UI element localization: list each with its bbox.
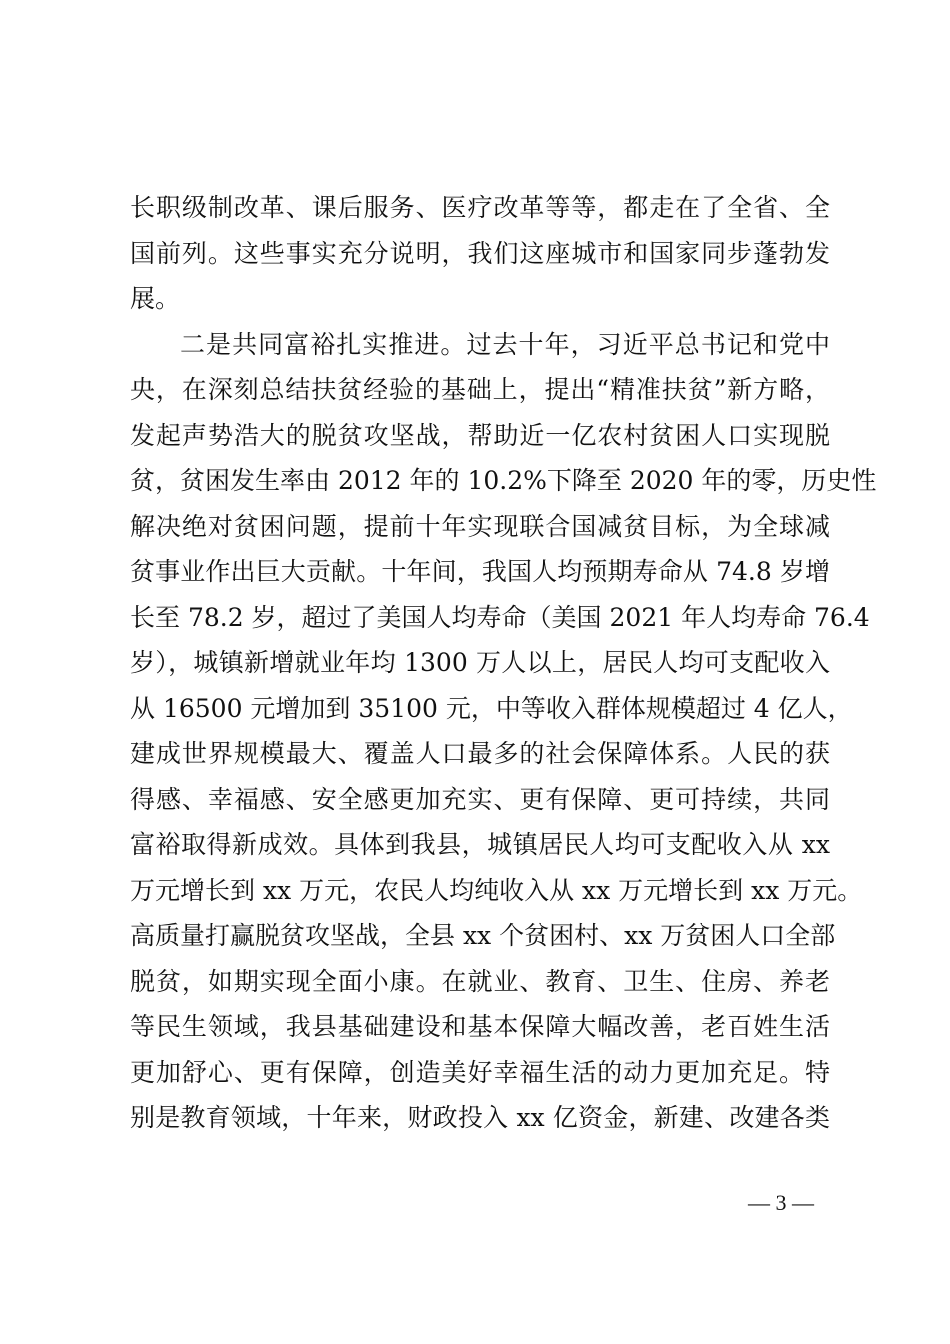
text-line: 央，在深刻总结扶贫经验的基础上，提出“精准扶贫”新方略， xyxy=(130,375,830,404)
text-line: 万元增长到 xx 万元，农民人均纯收入从 xx 万元增长到 xx 万元。 xyxy=(130,875,863,905)
text-line xyxy=(130,1232,830,1278)
text-line: 从 16500 元增加到 35100 元，中等收入群体规模超过 4 亿人， xyxy=(130,693,853,723)
text-line: 解决绝对贫困问题，提前十年实现联合国减贫目标，为全球减 xyxy=(130,511,830,541)
text-line: 岁），城镇新增就业年均 1300 万人以上，居民人均可支配收入 xyxy=(130,648,830,677)
text-line: 高质量打赢脱贫攻坚战，全县 xx 个贫困村、xx 万贫困人口全部 xyxy=(130,921,836,950)
text-line: 贫事业作出巨大贡献。十年间，我国人均预期寿命从 74.8 岁增 xyxy=(130,557,830,586)
text-line: 等民生领域，我县基础建设和基本保障大幅改善，老百姓生活 xyxy=(130,1012,830,1041)
paragraph-2 xyxy=(130,322,877,1278)
text-line xyxy=(130,1141,830,1187)
body-text xyxy=(130,185,877,1277)
page-number: — 3 — xyxy=(748,1190,814,1215)
text-line: 二是共同富裕扎实推进。过去十年，习近平总书记和党中 xyxy=(180,329,830,359)
text-line: 长至 78.2 岁，超过了美国人均寿命（美国 2021 年人均寿命 76.4 xyxy=(130,602,870,632)
text-line: 更加舒心、更有保障，创造美好幸福生活的动力更加充足。特 xyxy=(130,1057,830,1087)
text-line: 国前列。这些事实充分说明，我们这座城市和国家同步蓬勃发 xyxy=(130,238,830,268)
text-line xyxy=(130,1186,830,1232)
text-line: 脱贫，如期实现全面小康。在就业、教育、卫生、住房、养老 xyxy=(130,966,830,996)
text-line: 发起声势浩大的脱贫攻坚战，帮助近一亿农村贫困人口实现脱 xyxy=(130,420,830,450)
text-line: 长职级制改革、课后服务、医疗改革等等，都走在了全省、全 xyxy=(130,193,830,222)
paragraph-1 xyxy=(130,185,830,322)
text-line: 富裕取得新成效。具体到我县，城镇居民人均可支配收入从 xx xyxy=(130,830,830,859)
text-line: 得感、幸福感、安全感更加充实、更有保障、更可持续，共同 xyxy=(130,784,830,814)
text-line: 展。 xyxy=(130,284,181,313)
text-line: 别是教育领域，十年来，财政投入 xx 亿资金，新建、改建各类 xyxy=(130,1103,830,1132)
text-line: 建成世界规模最大、覆盖人口最多的社会保障体系。人民的获 xyxy=(130,739,830,768)
text-line: 贫，贫困发生率由 2012 年的 10.2%下降至 2020 年的零，历史性 xyxy=(130,466,877,495)
